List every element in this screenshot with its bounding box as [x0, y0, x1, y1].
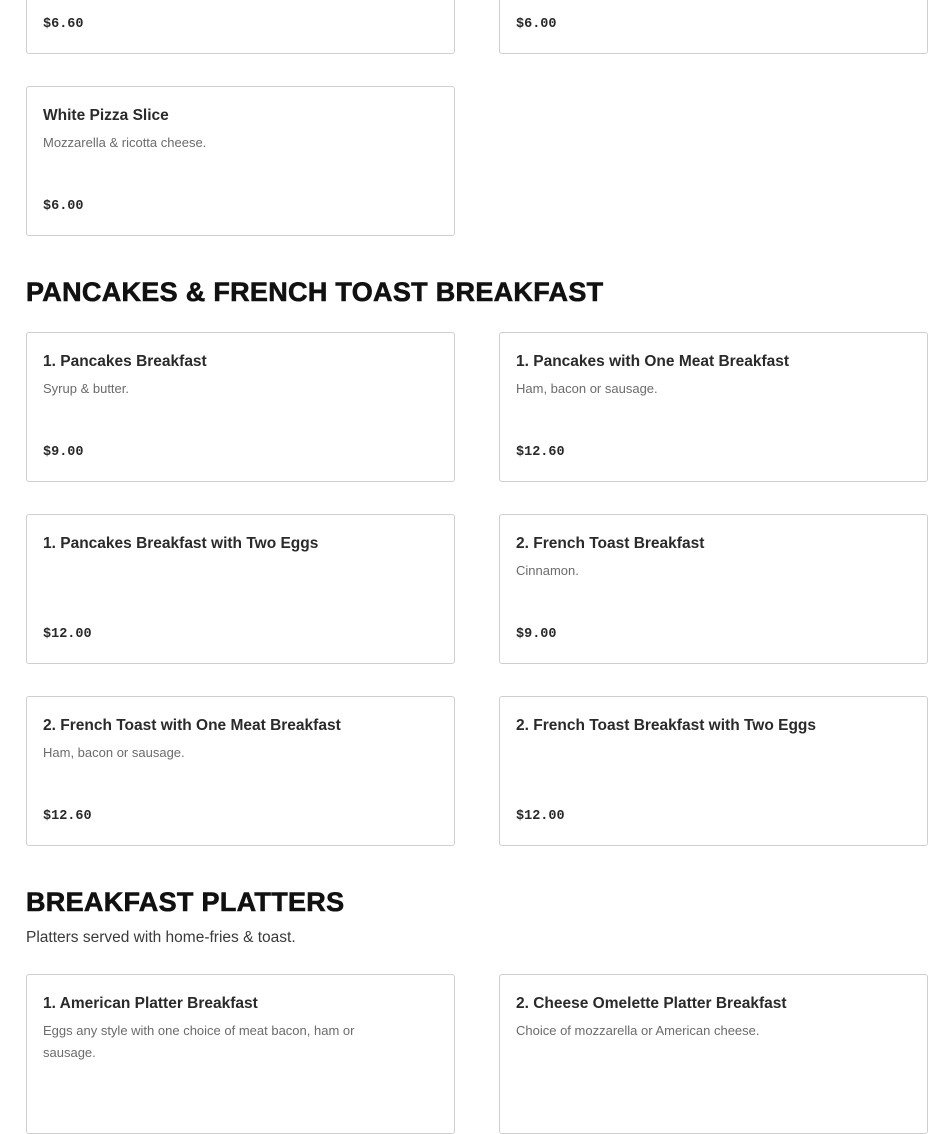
menu-item-card[interactable] — [26, 332, 455, 482]
item-price: $12.00 — [516, 809, 565, 824]
menu-item-card[interactable] — [26, 86, 455, 236]
item-name: 1. American Platter Breakfast — [43, 995, 258, 1012]
item-name: 2. French Toast Breakfast with Two Eggs — [516, 717, 817, 734]
item-name: 2. French Toast Breakfast — [516, 535, 705, 552]
item-price: $6.00 — [43, 199, 84, 214]
item-name: 2. Cheese Omelette Platter Breakfast — [516, 995, 787, 1012]
menu-item-card[interactable] — [26, 0, 455, 54]
menu-item-card[interactable] — [26, 514, 455, 664]
menu-item-card[interactable] — [26, 696, 455, 846]
item-name: 1. Pancakes Breakfast — [43, 353, 207, 370]
item-price: $12.60 — [516, 445, 565, 460]
section-title: BREAKFAST PLATTERS — [26, 887, 345, 917]
item-description: Mozzarella & ricotta cheese. — [43, 135, 207, 150]
item-price: $6.60 — [43, 17, 84, 32]
menu-item-card[interactable] — [499, 0, 928, 54]
menu-item-card[interactable] — [499, 696, 928, 846]
item-description: Eggs any style with one choice of meat bacon, ham or sausage. — [43, 1023, 355, 1060]
section-title: PANCAKES & FRENCH TOAST BREAKFAST — [26, 277, 604, 307]
menu-item-card[interactable] — [499, 332, 928, 482]
item-description: Cinnamon. — [516, 563, 579, 578]
item-description: Ham, bacon or sausage. — [43, 745, 185, 760]
item-price: $12.00 — [43, 627, 92, 642]
item-name: 2. French Toast with One Meat Breakfast — [43, 717, 341, 734]
menu-item-card[interactable] — [26, 974, 455, 1134]
item-price: $12.60 — [43, 809, 92, 824]
item-name: 1. Pancakes with One Meat Breakfast — [516, 353, 790, 370]
item-description: Ham, bacon or sausage. — [516, 381, 658, 396]
item-name: 1. Pancakes Breakfast with Two Eggs — [43, 535, 319, 552]
item-price: $9.00 — [43, 445, 84, 460]
item-name: White Pizza Slice — [43, 107, 169, 124]
menu-item-card[interactable] — [499, 974, 928, 1134]
section-subtitle: Platters served with home-fries & toast. — [26, 929, 296, 946]
item-price: $9.00 — [516, 627, 557, 642]
item-description: Syrup & butter. — [43, 381, 129, 396]
item-price: $6.00 — [516, 17, 557, 32]
menu-item-card[interactable] — [499, 514, 928, 664]
item-description: Choice of mozzarella or American cheese. — [516, 1023, 760, 1038]
